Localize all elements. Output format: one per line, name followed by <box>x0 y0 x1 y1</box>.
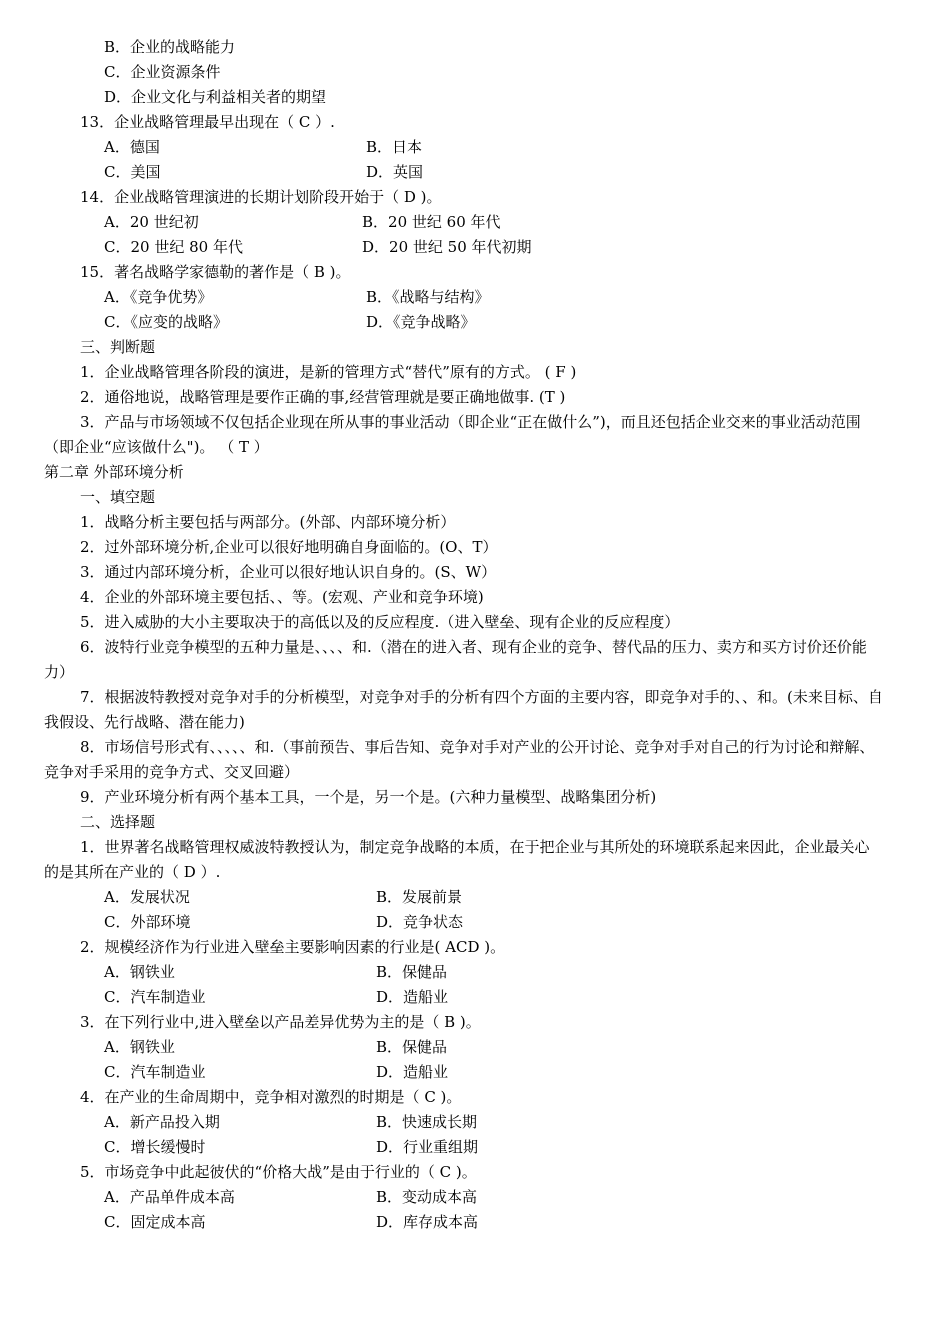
option-line: A．20 世纪初 <box>104 213 199 231</box>
option-line: A．《竞争优势》 <box>104 288 213 306</box>
option-line: D．《竞争战略》 <box>366 313 476 331</box>
option-line: D．造船业 <box>376 988 449 1006</box>
choice-question: 2．规模经济作为行业进入壁垒主要影响因素的行业是( ACD )。 <box>80 938 506 956</box>
question-line: 13．企业战略管理最早出现在（ C ）. <box>80 113 335 131</box>
fill-question: 5．进入威胁的大小主要取决于的高低以及的反应程度.（进入壁垒、现有企业的反应程度） <box>80 613 680 631</box>
option-line: C．外部环境 <box>104 913 191 931</box>
option-line: C．《应变的战略》 <box>104 313 228 331</box>
option-line: D．英国 <box>366 163 424 181</box>
option-line: C．固定成本高 <box>104 1213 206 1231</box>
option-line: A．发展状况 <box>104 888 190 906</box>
question-line: 14．企业战略管理演进的长期计划阶段开始于（ D )。 <box>80 188 442 206</box>
question-line: 15．著名战略学家德勒的著作是（ B )。 <box>80 263 351 281</box>
section-heading: 三、判断题 <box>80 338 156 356</box>
option-line: D．企业文化与利益相关者的期望 <box>104 88 327 106</box>
option-line: C．企业资源条件 <box>104 63 221 81</box>
question-paragraph: 3．产品与市场领域不仅包括企业现在所从事的事业活动（即企业“正在做什么”)，而且还包括企业交来的事业活动范围（即企业“应该做什么")。 （ T ） <box>44 413 861 456</box>
chapter-title: 第二章 外部环境分析 <box>44 463 184 481</box>
fill-question: 8．市场信号形式有、、、、、和.（事前预告、事后告知、竞争对手对产业的公开讨论、竞争对手对自己的行为讨论和辩解、竞争对手采用的竞争方式、交叉回避） <box>44 738 875 781</box>
option-line: A．新产品投入期 <box>104 1113 220 1131</box>
option-line: C．汽车制造业 <box>104 988 206 1006</box>
option-line: C．20 世纪 80 年代 <box>104 238 243 256</box>
option-line: A．德国 <box>104 138 160 156</box>
choice-question: 1．世界著名战略管理权威波特教授认为，制定竞争战略的本质，在于把企业与其所处的环境联系起来因此，企业最关心的是其所在产业的（ D ）. <box>44 838 870 881</box>
choice-question: 4．在产业的生命周期中，竞争相对激烈的时期是（ C )。 <box>80 1088 462 1106</box>
option-line: D．库存成本高 <box>376 1213 479 1231</box>
section-heading: 一、填空题 <box>80 488 156 506</box>
fill-question: 4．企业的外部环境主要包括、、等。(宏观、产业和竞争环境) <box>80 588 484 606</box>
option-line: C．汽车制造业 <box>104 1063 206 1081</box>
fill-question: 7．根据波特教授对竞争对手的分析模型，对竞争对手的分析有四个方面的主要内容，即竞争对手的、、和。(未来目标、自我假设、先行战略、潜在能力) <box>44 688 883 731</box>
option-line: B．保健品 <box>376 1038 448 1056</box>
option-line: C．增长缓慢时 <box>104 1138 206 1156</box>
option-line: B．变动成本高 <box>376 1188 478 1206</box>
option-line: B．企业的战略能力 <box>104 38 236 56</box>
question-line: 2．通俗地说，战略管理是要作正确的事,经营管理就是要正确地做事. (T ) <box>80 388 566 406</box>
option-line: B．20 世纪 60 年代 <box>362 213 501 231</box>
fill-question: 2．过外部环境分析,企业可以很好地明确自身面临的。(O、T） <box>80 538 498 556</box>
option-line: D．20 世纪 50 年代初期 <box>362 238 532 256</box>
option-line: B．快速成长期 <box>376 1113 478 1131</box>
option-line: D．竞争状态 <box>376 913 464 931</box>
fill-question: 6．波特行业竞争模型的五种力量是、、、、和.（潜在的进入者、现有企业的竞争、替代品的压力、卖方和买方讨价还价能力） <box>44 638 867 681</box>
choice-question: 5．市场竞争中此起彼伏的“价格大战”是由于行业的（ C )。 <box>80 1163 477 1181</box>
fill-question: 3．通过内部环境分析，企业可以很好地认识自身的。(S、W） <box>80 563 497 581</box>
fill-question: 9．产业环境分析有两个基本工具，一个是，另一个是。(六种力量模型、战略集团分析) <box>80 788 657 806</box>
option-line: B．保健品 <box>376 963 448 981</box>
option-line: D．行业重组期 <box>376 1138 479 1156</box>
option-line: A．钢铁业 <box>104 963 175 981</box>
option-line: C．美国 <box>104 163 161 181</box>
option-line: A．产品单件成本高 <box>104 1188 235 1206</box>
choice-question: 3．在下列行业中,进入壁垒以产品差异优势为主的是（ B )。 <box>80 1013 481 1031</box>
option-line: B．日本 <box>366 138 423 156</box>
fill-question: 1．战略分析主要包括与两部分。(外部、内部环境分析） <box>80 513 456 531</box>
question-line: 1．企业战略管理各阶段的演进，是新的管理方式“替代”原有的方式。 ( F ) <box>80 363 577 381</box>
option-line: A．钢铁业 <box>104 1038 175 1056</box>
option-line: D．造船业 <box>376 1063 449 1081</box>
option-line: B．发展前景 <box>376 888 463 906</box>
section-heading: 二、选择题 <box>80 813 156 831</box>
option-line: B．《战略与结构》 <box>366 288 490 306</box>
